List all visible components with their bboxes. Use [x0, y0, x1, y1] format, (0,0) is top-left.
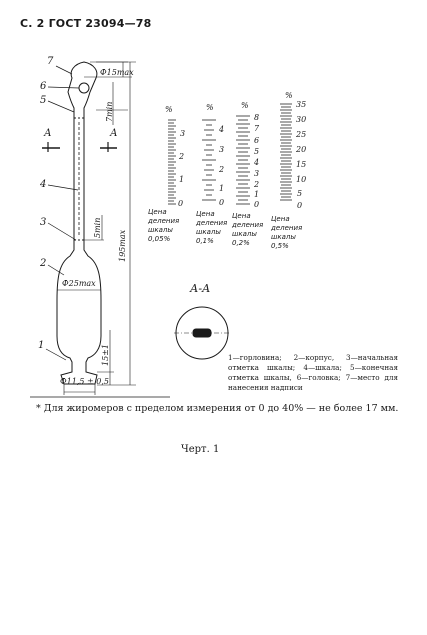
dimension-scale-to-mark: 5min: [93, 217, 102, 238]
dimension-neck-length: 7min: [105, 101, 114, 122]
dimension-tail-diameter: Ф11,5 ± 0,5: [60, 377, 109, 386]
part-number-4: 4: [40, 179, 47, 190]
dimension-head-diameter: Ф15max: [100, 68, 134, 77]
scale-4-tick-35: 35: [296, 100, 307, 109]
part-number-3: 3: [40, 217, 47, 228]
scale-3-tick-6: 6: [254, 136, 260, 145]
scale-4-tick-20: 20: [296, 145, 307, 154]
scale-1-tick-3: 3: [180, 129, 186, 138]
scale-4-tick-15: 15: [296, 160, 307, 169]
scale-ticks-0-5: [280, 104, 292, 200]
part-number-2: 2: [40, 258, 47, 269]
dimension-tail-length: 15±1: [101, 344, 110, 366]
footnote: * Для жиромеров с пределом измерения от 0 до 40% — не более 17 мм.: [36, 403, 399, 414]
figure-caption: Черт. 1: [181, 444, 220, 455]
section-mark-right: А: [110, 128, 118, 139]
part-number-6: 6: [40, 81, 47, 92]
page-header: С. 2 ГОСТ 23094—78: [20, 17, 152, 30]
scale-ticks-0-05: [168, 120, 176, 204]
scale-2-tick-1: 1: [219, 184, 225, 193]
scale-4-tick-0: 0: [297, 201, 303, 210]
scale-3-tick-1: 1: [254, 190, 260, 199]
scale-2-tick-4: 4: [219, 125, 225, 134]
scale-2-tick-3: 3: [219, 145, 225, 154]
scale-3-tick-5: 5: [254, 147, 260, 156]
scale-3-tick-0: 0: [254, 200, 260, 209]
scale-1-caption: Цена деления шкалы 0,05%: [148, 208, 180, 243]
scale-2-caption: Цена деления шкалы 0,1%: [196, 210, 228, 245]
scale-ticks-0-2: [236, 116, 250, 204]
scale-1-tick-1: 1: [179, 175, 185, 184]
dimension-overall-length: 195max: [118, 229, 127, 262]
scale-3-tick-4: 4: [254, 158, 260, 167]
scale-2-tick-0: 0: [219, 198, 225, 207]
scale-4-tick-25: 25: [296, 130, 307, 139]
scale-4-tick-30: 30: [296, 115, 307, 124]
scale-1-tick-0: 0: [178, 199, 184, 208]
section-mark-left: А: [44, 128, 52, 139]
part-number-1: 1: [38, 340, 45, 351]
parts-legend: 1—горловина; 2—корпус, 3—начальная отметка шкалы; 4—шкала; 5—конечная отметка шкалы, 6—головка; 7—место для нанесения надписи: [228, 353, 398, 392]
scale-1-unit: %: [165, 105, 173, 114]
scale-3-unit: %: [241, 101, 249, 110]
part-number-7: 7: [47, 56, 54, 67]
scale-4-caption: Цена деления шкалы 0,5%: [271, 215, 303, 250]
part-number-5: 5: [40, 95, 47, 106]
scale-1-tick-2: 2: [179, 152, 185, 161]
head-ring: [79, 83, 89, 93]
scale-3-tick-8: 8: [254, 113, 260, 122]
section-view-title: А-А: [190, 282, 211, 295]
scale-4-tick-5: 5: [297, 189, 303, 198]
scale-3-tick-7: 7: [254, 124, 260, 133]
scale-2-tick-2: 2: [219, 165, 225, 174]
scale-2-unit: %: [206, 103, 214, 112]
scale-4-tick-10: 10: [296, 175, 307, 184]
scale-3-caption: Цена деления шкалы 0,2%: [232, 212, 264, 247]
scale-3-tick-2: 2: [254, 180, 260, 189]
dimension-body-diameter: Ф25max: [62, 279, 96, 288]
scale-4-unit: %: [285, 91, 293, 100]
scale-3-tick-3: 3: [254, 169, 260, 178]
scale-ticks-0-1: [202, 120, 216, 200]
